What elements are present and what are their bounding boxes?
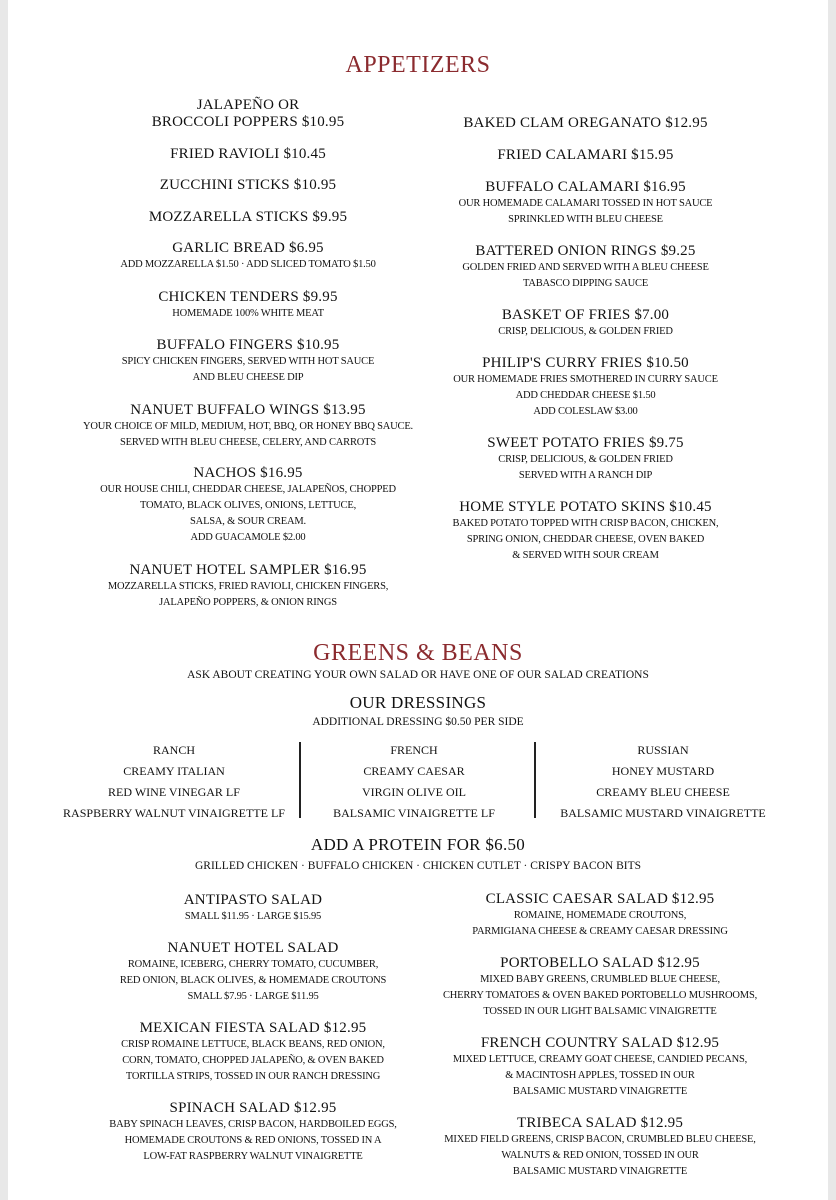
dressings-note: ADDITIONAL DRESSING $0.50 PER SIDE (312, 716, 524, 728)
menu-item (403, 243, 768, 292)
menu-item-description: CRISP ROMAINE LETTUCE, BLACK BEANS, RED ONION, CORN, TOMATO, CHOPPED JALAPEÑO, & OVEN BAKED TORTILLA STRIPS, TOSSED IN OUR RANCH DRESSING (121, 1039, 385, 1082)
menu-item-name: ZUCCHINI STICKS $10.95 (159, 177, 337, 193)
menu-item-name: JALAPEÑO OR BROCCOLI POPPERS $10.95 (151, 97, 345, 130)
menu-item-name: MOZZARELLA STICKS $9.95 (148, 209, 348, 225)
dressings-title: OUR DRESSINGS (349, 693, 487, 712)
menu-item (88, 1020, 418, 1085)
menu-item-description: CRISP, DELICIOUS, & GOLDEN FRIED SERVED WITH A RANCH DIP (498, 454, 673, 481)
menu-item (403, 147, 768, 164)
dressing-item: BALSAMIC MUSTARD VINAIGRETTE (560, 806, 766, 820)
dressing-item: HONEY MUSTARD (611, 764, 715, 778)
protein-list: GRILLED CHICKEN · BUFFALO CHICKEN · CHICKEN CUTLET · CRISPY BACON BITS (194, 860, 642, 872)
menu-item-name: FRIED CALAMARI $15.95 (497, 147, 674, 163)
dressing-item: CREAMY CAESAR (363, 764, 465, 778)
menu-item-name: SWEET POTATO FRIES $9.75 (487, 435, 684, 451)
menu-item-description: YOUR CHOICE OF MILD, MEDIUM, HOT, BBQ, OR HONEY BBQ SAUCE. SERVED WITH BLEU CHEESE, CELERY, AND CARROTS (83, 421, 413, 448)
dressing-item: CREAMY ITALIAN (123, 764, 225, 778)
menu-item-name: SPINACH SALAD $12.95 (169, 1100, 337, 1116)
dressing-item: RUSSIAN (637, 743, 689, 757)
menu-item-name: BASKET OF FRIES $7.00 (501, 307, 670, 323)
menu-item-name: GARLIC BREAD $6.95 (172, 240, 324, 256)
menu-item-name: FRIED RAVIOLI $10.45 (170, 146, 326, 162)
greens-heading: GREENS & BEANS (313, 640, 523, 666)
menu-item-name: CLASSIC CAESAR SALAD $12.95 (485, 891, 715, 907)
menu-item-description: ROMAINE, ICEBERG, CHERRY TOMATO, CUCUMBER, RED ONION, BLACK OLIVES, & HOMEMADE CROUTONS SMALL $7.95 · LARGE $11.95 (119, 959, 387, 1002)
dressings-column-3 (548, 740, 778, 824)
appetizers-heading: APPETIZERS (345, 52, 491, 78)
menu-item-description: MIXED FIELD GREENS, CRISP BACON, CRUMBLED BLEU CHEESE, WALNUTS & RED ONION, TOSSED IN OUR BALSAMIC MUSTARD VINAIGRETTE (444, 1134, 756, 1177)
menu-item (420, 891, 780, 940)
menu-item (403, 115, 768, 132)
menu-item-name: MEXICAN FIESTA SALAD $12.95 (139, 1020, 367, 1036)
menu-item (403, 179, 768, 228)
menu-item-name: NANUET HOTEL SALAD (167, 940, 339, 956)
menu-item-name: PHILIP'S CURRY FRIES $10.50 (482, 355, 689, 371)
menu-item-description: CRISP, DELICIOUS, & GOLDEN FRIED (498, 326, 673, 337)
menu-item (68, 146, 428, 163)
dressing-item: VIRGIN OLIVE OIL (362, 785, 466, 799)
dressings-column-2 (308, 740, 520, 824)
protein-title: ADD A PROTEIN FOR $6.50 (310, 835, 526, 854)
menu-item-description: SMALL $11.95 · LARGE $15.95 (184, 911, 322, 922)
menu-item (403, 499, 768, 564)
dressings-divider-1 (299, 742, 301, 818)
menu-item-description: SPICY CHICKEN FINGERS, SERVED WITH HOT SAUCE AND BLEU CHEESE DIP (121, 356, 375, 383)
dressing-item: FRENCH (390, 743, 438, 757)
menu-item (68, 289, 428, 322)
menu-item (403, 355, 768, 420)
menu-item-name: FRENCH COUNTRY SALAD $12.95 (480, 1035, 720, 1051)
greens-subtitle: ASK ABOUT CREATING YOUR OWN SALAD OR HAVE ONE OF OUR SALAD CREATIONS (187, 669, 649, 681)
menu-item-description: MIXED LETTUCE, CREAMY GOAT CHEESE, CANDIED PECANS, & MACINTOSH APPLES, TOSSED IN OUR BALSAMIC MUSTARD VINAIGRETTE (452, 1054, 748, 1097)
menu-item-description: GOLDEN FRIED AND SERVED WITH A BLEU CHEESE TABASCO DIPPING SAUCE (462, 262, 709, 289)
menu-item-description: HOMEMADE 100% WHITE MEAT (172, 308, 324, 319)
dressing-item: BALSAMIC VINAIGRETTE LF (333, 806, 495, 820)
menu-item (68, 402, 428, 451)
menu-item-description: BAKED POTATO TOPPED WITH CRISP BACON, CHICKEN, SPRING ONION, CHEDDAR CHEESE, OVEN BAKED & SERVED WITH SOUR CREAM (452, 518, 719, 561)
menu-page (8, 0, 828, 1200)
menu-item-description: OUR HOUSE CHILI, CHEDDAR CHEESE, JALAPEÑOS, CHOPPED TOMATO, BLACK OLIVES, ONIONS, LETTUCE, SALSA, & SOUR CREAM. ADD GUACAMOLE $2.00 (100, 484, 396, 543)
menu-item-name: HOME STYLE POTATO SKINS $10.45 (459, 499, 712, 515)
menu-item (88, 892, 418, 925)
dressings-column-1 (63, 740, 285, 824)
menu-item-name: ANTIPASTO SALAD (183, 892, 323, 908)
menu-item-description: BABY SPINACH LEAVES, CRISP BACON, HARDBOILED EGGS, HOMEMADE CROUTONS & RED ONIONS, TOSSED IN A LOW-FAT RASPBERRY WALNUT VINAIGRETTE (109, 1119, 397, 1162)
menu-item-name: BUFFALO CALAMARI $16.95 (485, 179, 686, 195)
menu-item (68, 97, 428, 131)
menu-item (68, 562, 428, 611)
menu-item-description: OUR HOMEMADE FRIES SMOTHERED IN CURRY SAUCE ADD CHEDDAR CHEESE $1.50 ADD COLESLAW $3.00 (453, 374, 718, 417)
menu-item (68, 177, 428, 194)
menu-item-name: NANUET BUFFALO WINGS $13.95 (130, 402, 366, 418)
menu-item-description: ADD MOZZARELLA $1.50 · ADD SLICED TOMATO $1.50 (120, 259, 376, 270)
menu-item (420, 1115, 780, 1180)
menu-item (68, 240, 428, 273)
dressings-divider-2 (534, 742, 536, 818)
menu-item-name: TRIBECA SALAD $12.95 (516, 1115, 684, 1131)
dressing-item: RASPBERRY WALNUT VINAIGRETTE LF (63, 806, 285, 820)
menu-item-name: NACHOS $16.95 (193, 465, 303, 481)
menu-item (88, 940, 418, 1005)
menu-item (403, 307, 768, 340)
menu-item-name: BUFFALO FINGERS $10.95 (156, 337, 340, 353)
menu-item-name: CHICKEN TENDERS $9.95 (158, 289, 338, 305)
menu-item (420, 955, 780, 1020)
menu-item-description: MIXED BABY GREENS, CRUMBLED BLUE CHEESE, CHERRY TOMATOES & OVEN BAKED PORTOBELLO MUSHROOMS, TOSSED IN OUR LIGHT BALSAMIC VINAIGRETTE (442, 974, 758, 1017)
menu-item-name: BAKED CLAM OREGANATO $12.95 (463, 115, 708, 131)
menu-item (403, 435, 768, 484)
dressing-item: RANCH (152, 743, 195, 757)
menu-item-description: MOZZARELLA STICKS, FRIED RAVIOLI, CHICKEN FINGERS, JALAPEÑO POPPERS, & ONION RINGS (107, 581, 389, 608)
menu-item-name: NANUET HOTEL SAMPLER $16.95 (129, 562, 367, 578)
menu-item (68, 337, 428, 386)
menu-item (88, 1100, 418, 1165)
menu-item-description: ROMAINE, HOMEMADE CROUTONS, PARMIGIANA CHEESE & CREAMY CAESAR DRESSING (472, 910, 728, 937)
menu-item (68, 209, 428, 226)
dressing-item: RED WINE VINEGAR LF (108, 785, 240, 799)
menu-item (68, 465, 428, 546)
menu-item-name: BATTERED ONION RINGS $9.25 (475, 243, 696, 259)
dressing-item: CREAMY BLEU CHEESE (596, 785, 730, 799)
menu-item-description: OUR HOMEMADE CALAMARI TOSSED IN HOT SAUCE SPRINKLED WITH BLEU CHEESE (458, 198, 713, 225)
menu-item (420, 1035, 780, 1100)
menu-item-name: PORTOBELLO SALAD $12.95 (500, 955, 700, 971)
